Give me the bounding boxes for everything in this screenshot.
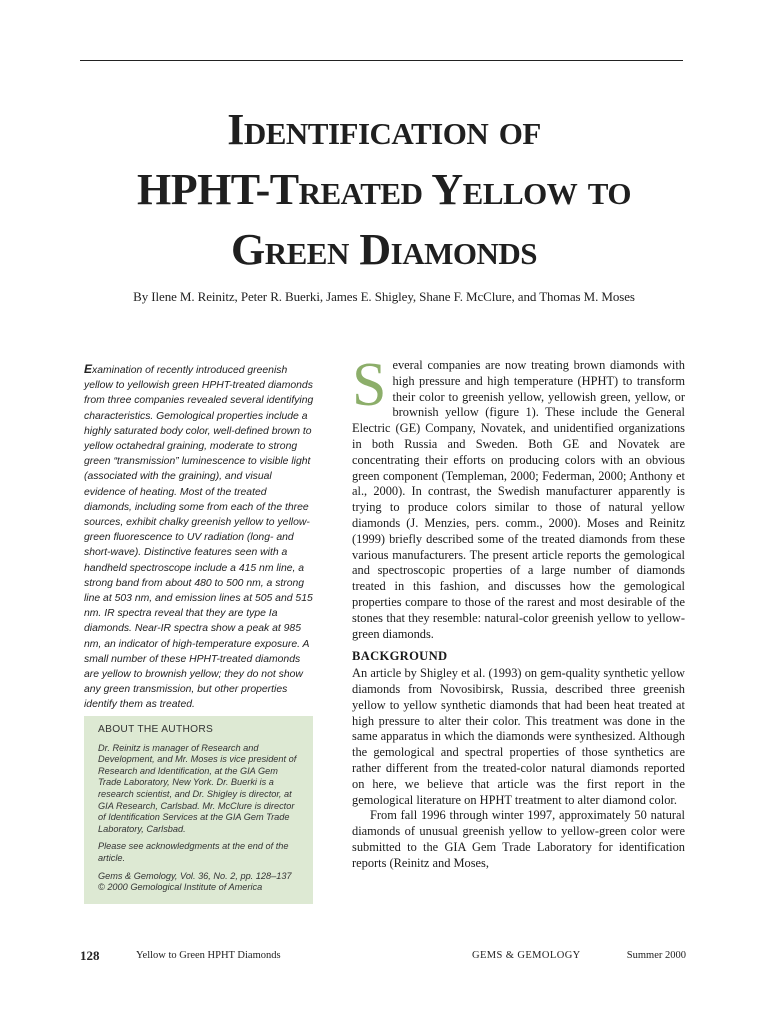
page-number: 128 bbox=[80, 948, 100, 963]
about-authors-heading: ABOUT THE AUTHORS bbox=[98, 724, 214, 735]
issue-date: Summer 2000 bbox=[626, 950, 686, 961]
abstract-text: xamination of recently introduced greenish yellow to yellowish green HPHT-treated diamonds from three companies revealed several identifying characteristics. Gemological properties include a highly saturated body color, well-defined brown to yellow octahedral graining, moderate to strong green “transmission” luminescence to visible light (associated with the graining), and visual evidence of heating. Most of the treated diamonds, including some from each of the three sources, exhibit chalky greenish yellow to yellow-green fluorescence to UV radiation (long- and short-wave). Distinctive features seen with a handheld spectroscope include a 415 nm line, a strong band from about 480 to 500 nm, a strong line at 503 nm, and emission lines at 505 and 515 nm. IR spectra reveal that they are type Ia diamonds. Near-IR spectra show a peak at 985 nm, an indicator of high-temperature exposure. A small number of these HPHT-treated diamonds are yellow to brownish yellow; they do not show any green transmission, but other properties identify them as treated. bbox=[84, 365, 314, 711]
title-line-2: HPHT-Treated Yellow to bbox=[136, 165, 632, 214]
body-text bbox=[352, 351, 685, 872]
abstract-first-letter: E bbox=[84, 362, 93, 376]
acknowledgments-note: Please see acknowledgments at the end of the article. bbox=[98, 841, 289, 863]
abstract bbox=[84, 362, 316, 713]
top-rule bbox=[80, 60, 683, 61]
article-title bbox=[60, 100, 708, 280]
drop-cap: S bbox=[352, 351, 387, 419]
journal-citation: Gems & Gemology, Vol. 36, No. 2, pp. 128–137 bbox=[98, 870, 292, 881]
page-footer bbox=[80, 950, 686, 966]
byline: By Ilene M. Reinitz, Peter R. Buerki, James E. Shigley, Shane F. McClure, and Thomas M. Moses bbox=[133, 289, 635, 304]
title-line-3: Green Diamonds bbox=[231, 225, 537, 274]
intro-paragraph-text: everal companies are now treating brown diamonds with high pressure and high temperature (HPHT) to transform their color to greenish yellow, yellowish green, yellow, or brownish yellow (figure 1). These include the General Electric (GE) Company, Novatek, and unidentified organizations in both Russia and Sweden. Both GE and Novatek are concentrating their efforts on producing colors with an obvious green component (Templeman, 2000; Federman, 2000; Anthony et al., 2000). In contrast, the Swedish manufacturer apparently is trying to produce colors similar to those of natural yellow diamonds (J. Menzies, pers. comm., 2000). Moses and Reinitz (1999) briefly described some of the treated diamonds from these various manufacturers. The present article reports the gemological and spectroscopic properties of a large number of diamonds treated in this fashion, and discusses how the gemological properties compare to those of the rarest and most desirable of the stones that they resemble: natural-color greenish yellow to yellow-green diamonds. bbox=[352, 358, 685, 641]
about-the-authors-box bbox=[84, 716, 313, 904]
background-paragraph-2: From fall 1996 through winter 1997, approximately 50 natural diamonds of unusual greenish yellow to yellow-green color were submitted to the GIA Gem Trade Laboratory for identification reports (Reinitz and Moses, bbox=[352, 808, 685, 870]
background-heading: BACKGROUND bbox=[352, 649, 448, 664]
journal-name: GEMS & GEMOLOGY bbox=[472, 950, 581, 961]
copyright-notice: © 2000 Gemological Institute of America bbox=[98, 882, 263, 893]
author-bios: Dr. Reinitz is manager of Research and Development, and Mr. Moses is vice president of Research and Identification, at the GIA Gem Trade Laboratory, New York. Dr. Buerki is a research scientist, and Dr. Shigley is director, at GIA Research, Carlsbad. Mr. McClure is director of Identification Services at the GIA Gem Trade Laboratory, Carlsbad. bbox=[98, 742, 297, 834]
title-line-1: Identification of bbox=[227, 105, 541, 154]
intro-paragraph bbox=[352, 351, 685, 642]
running-title: Yellow to Green HPHT Diamonds bbox=[136, 950, 281, 961]
background-paragraph-1: An article by Shigley et al. (1993) on gem-quality synthetic yellow diamonds from Novosibirsk, Russia, described three greenish yellow to yellow synthetic diamonds that had been heat treated at high pressure to alter their color. This treatment was done in the same apparatus in which the diamonds were synthesized. Although the gemological and spectral properties of those synthetics are rather different from the treated-color natural diamonds reported on here, we believe that article was the first report in the gemological literature on HPHT treatment to alter diamond color. bbox=[352, 666, 685, 807]
